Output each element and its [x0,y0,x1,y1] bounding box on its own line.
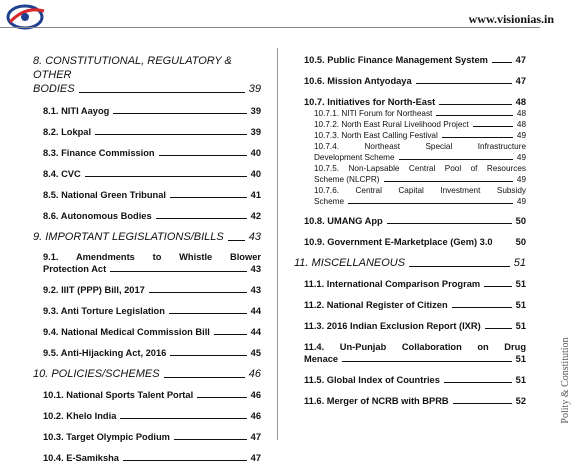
toc-entry-title: 10.9. Government E-Marketplace (Gem) 3.0 [304,237,493,247]
column-divider [277,48,278,440]
page-number: 49 [516,153,526,162]
leader-line [409,266,510,267]
toc-entry-8-5[interactable] [43,189,261,201]
toc-entry-11-1[interactable] [304,278,526,290]
page-number: 49 [516,131,526,140]
toc-entry-title: Development Scheme [314,153,395,162]
leader-line [444,382,512,383]
page-number: 44 [250,327,261,337]
toc-entry-8-4[interactable] [43,168,261,180]
page-number: 43 [248,231,261,243]
toc-entry-11-3[interactable] [304,320,526,332]
page-number: 39 [250,127,261,137]
toc-subentry-10-7-1[interactable] [314,108,526,119]
leader-line [85,176,247,177]
toc-entry-title: Protection Act [43,264,107,274]
page-number: 49 [516,175,526,184]
toc-entry-title: 9. IMPORTANT LEGISLATIONS/BILLS [33,231,224,243]
leader-line [484,286,511,287]
toc-entry-title: 10.7.2. North East Rural Livelihood Project [314,120,469,129]
toc-entry-title: 8.4. CVC [43,169,81,179]
page-number: 51 [515,321,526,331]
toc-entry-8-1[interactable] [43,105,261,117]
page-number: 41 [250,190,261,200]
toc-entry-title: 8.3. Finance Commission [43,148,155,158]
leader-line [120,418,246,419]
toc-entry-title: 11.3. 2016 Indian Exclusion Report (IXR) [304,321,481,331]
leader-line [485,328,512,329]
page-number: 47 [515,55,526,65]
toc-entry-9-2[interactable] [43,284,261,296]
page-number: 48 [515,97,526,107]
toc-entry-title: 10.3. Target Olympic Podium [43,432,170,442]
leader-line [164,377,245,378]
leader-line [159,155,247,156]
toc-entry-11-4[interactable]: 11.4. Un-Punjab Collaboration on Drug Menace 51 [304,342,526,364]
toc-entry-title: 8.5. National Green Tribunal [43,190,166,200]
page-number: 42 [250,211,261,221]
page-number: 51 [515,279,526,289]
toc-entry-title: 10.7. Initiatives for North-East [304,97,436,107]
toc-entry-title: 11. MISCELLANEOUS [294,257,406,269]
toc-entry-title: 8.2. Lokpal [43,127,92,137]
page-number: 47 [515,76,526,86]
toc-right-column [294,54,526,407]
toc-entry-8-2[interactable] [43,126,261,138]
page-number: 43 [250,264,261,274]
side-tab [558,320,572,445]
toc-entry-10-8[interactable] [304,215,526,227]
leader-line [79,92,245,93]
page-number: 40 [250,148,261,158]
page-number: 48 [516,120,526,129]
toc-entry-title: 8.6. Autonomous Bodies [43,211,152,221]
toc-section-11[interactable] [294,256,526,270]
toc-entry-10-1[interactable] [43,389,261,401]
toc-subentry-10-7-2[interactable] [314,119,526,130]
leader-line [156,218,247,219]
toc-entry-title: 8.1. NITI Aayog [43,106,110,116]
page-number: 51 [513,257,526,269]
toc-left-column [33,54,261,464]
leader-line [169,313,247,314]
leader-line [452,307,512,308]
leader-line [228,240,245,241]
page-number: 51 [515,300,526,310]
page-number: 39 [248,83,261,95]
page-number: 48 [516,109,526,118]
leader-line [416,83,512,84]
toc-entry-10-5[interactable] [304,54,526,66]
toc-entry-8-3[interactable] [43,147,261,159]
toc-entry-title: 10.5. Public Finance Management System [304,55,488,65]
leader-line [453,403,512,404]
toc-entry-title: 9.2. IIIT (PPP) Bill, 2017 [43,285,145,295]
leader-line [384,181,513,182]
toc-entry-title: 10.6. Mission Antyodaya [304,76,412,86]
side-tab-label: Polity & Constitution [560,337,571,424]
toc-entry-title: Scheme (NLCPR) [314,175,380,184]
toc-section-title: 8. CONSTITUTIONAL, REGULATORY & OTHER [33,55,232,81]
toc-entry-10-4[interactable] [43,452,261,464]
toc-entry-title: 11.2. National Register of Citizen [304,300,448,310]
toc-entry-11-5[interactable] [304,374,526,386]
toc-section-10[interactable] [33,367,261,381]
leader-line [110,271,246,272]
toc-entry-title: 10.8. UMANG App [304,216,383,226]
toc-entry-title: 10.7.1. NITI Forum for Northeast [314,109,433,118]
leader-line [214,334,247,335]
leader-line [170,197,247,198]
page-number: 50 [515,216,526,226]
toc-entry-9-4[interactable] [43,326,261,338]
toc-entry-8-6[interactable] [43,210,261,222]
leader-line [170,355,246,356]
leader-line [387,223,512,224]
leader-line [492,62,512,63]
page-number: 40 [250,169,261,179]
leader-line [174,439,247,440]
toc-entry-title: 10. POLICIES/SCHEMES [33,368,160,380]
toc-section-title-cont: BODIES [33,83,75,95]
toc-entry-10-2[interactable] [43,410,261,422]
page-number: 49 [516,197,526,206]
toc-subentry-10-7-4[interactable]: 10.7.4. Northeast Special Infrastructure Development Scheme 49 [314,142,526,162]
toc-section-8[interactable] [33,54,261,96]
toc-entry-title: 11.1. International Comparison Program [304,279,481,289]
page-number: 47 [250,453,261,463]
toc-entry-9-3[interactable] [43,305,261,317]
page-number: 46 [250,411,261,421]
toc-entry-9-5[interactable] [43,347,261,359]
toc-entry-10-9[interactable] [304,236,526,248]
leader-line [123,460,247,461]
leader-line [342,361,512,362]
leader-line [95,134,247,135]
page-number: 45 [250,348,261,358]
toc-subentry-10-7-3[interactable] [314,130,526,141]
toc-entry-title: 10.1. National Sports Talent Portal [43,390,194,400]
header-rule [0,27,540,28]
leader-line [197,397,246,398]
toc-entry-title: 9.4. National Medical Commission Bill [43,327,210,337]
toc-entry-11-2[interactable] [304,299,526,311]
site-url[interactable]: www.visionias.in [468,12,554,26]
toc-entry-title: Scheme [314,197,345,206]
leader-line [149,292,247,293]
toc-entry-title: 10.7.3. North East Calling Festival [314,131,438,140]
leader-line [473,126,513,127]
page-number: 50 [515,237,526,247]
toc-entry-10-6[interactable] [304,75,526,87]
page-number: 52 [515,396,526,406]
toc-entry-title: 10.2. Khelo India [43,411,117,421]
leader-line [399,159,513,160]
toc-entry-title: 11.6. Merger of NCRB with BPRB [304,396,449,406]
page-number: 46 [250,390,261,400]
page-number: 39 [250,106,261,116]
toc-entry-title: 10.4. E-Samiksha [43,453,119,463]
leader-line [436,115,513,116]
page-number: 44 [250,306,261,316]
leader-line [348,203,513,204]
toc-subentry-10-7-5[interactable]: 10.7.5. Non-Lapsable Central Pool of Resources Scheme (NLCPR) 49 [314,164,526,184]
toc-entry-title: 9.3. Anti Torture Legislation [43,306,165,316]
page-number: 51 [515,354,526,364]
toc-section-9[interactable] [33,230,261,244]
toc-entry-title: Menace [304,354,339,364]
page-number: 43 [250,285,261,295]
toc-entry-title: 9.5. Anti-Hijacking Act, 2016 [43,348,167,358]
page-number: 51 [515,375,526,385]
toc-entry-10-3[interactable] [43,431,261,443]
leader-line [442,137,513,138]
leader-line [113,113,246,114]
page-number: 46 [248,368,261,380]
toc-entry-10-7[interactable] [304,96,526,108]
page-number: 47 [250,432,261,442]
toc-entry-11-6[interactable] [304,395,526,407]
toc-entry-9-1[interactable]: 9.1. Amendments to Whistle Blower Protection Act 43 [43,252,261,274]
leader-line [439,104,511,105]
toc-entry-title: 11.5. Global Index of Countries [304,375,440,385]
toc-subentry-10-7-6[interactable]: 10.7.6. Central Capital Investment Subsidy Scheme 49 [314,186,526,206]
